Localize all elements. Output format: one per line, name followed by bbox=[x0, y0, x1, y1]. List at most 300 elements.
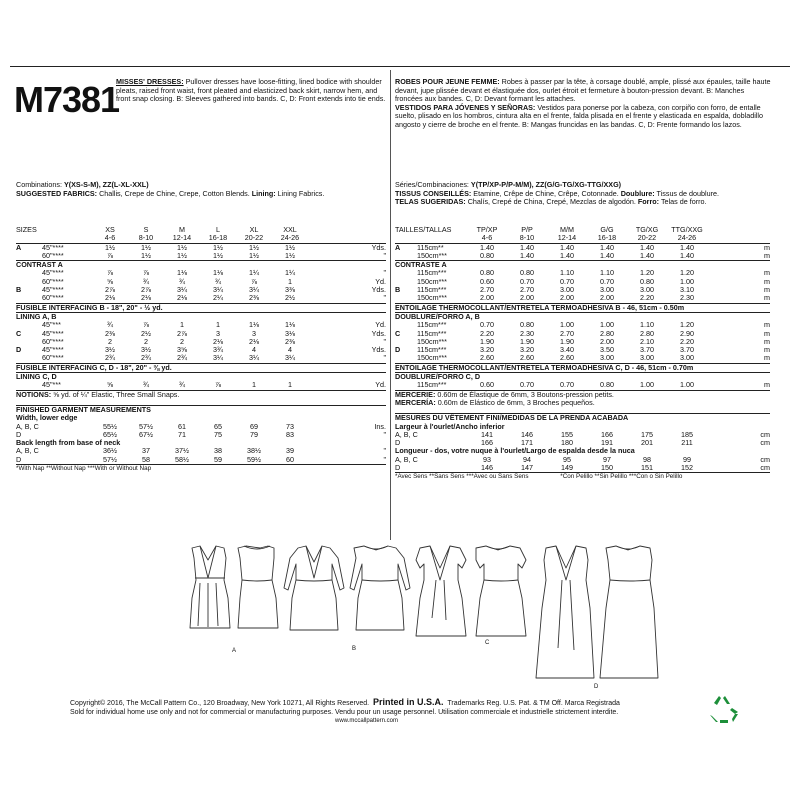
dress-d-back bbox=[600, 546, 658, 678]
section-header-row bbox=[395, 373, 770, 382]
sizes-label: SIZES bbox=[16, 226, 92, 243]
sold-text: Sold for individual home use only and not for commercial or manufacturing purposes. bbox=[70, 709, 334, 716]
sizes-label: TAILLES/TALLAS bbox=[395, 226, 467, 243]
footnote-row bbox=[16, 465, 386, 474]
dress-b-front bbox=[284, 546, 344, 630]
fr-yardage-table bbox=[395, 226, 770, 482]
yardage-row bbox=[395, 286, 770, 294]
en-desc-text: Pullover dresses have loose-fitting, lined bodice with shoulder pleats, raised front waist, front pleated and elasticized back skirt, narrow hem, and front snap closing. B: Sleeves gathered into bands. C, D: Front extends into tie ends. bbox=[116, 77, 386, 103]
measurement-unit: " bbox=[383, 429, 386, 439]
yardage-value: 1.00 bbox=[640, 380, 654, 390]
yardage-value: 4 bbox=[288, 345, 292, 355]
section-title: DOUBLURE/FORRO C, D bbox=[395, 373, 770, 382]
yardage-value: 3.00 bbox=[600, 285, 614, 295]
back-length-title-row bbox=[395, 447, 770, 455]
size-name: TP/XP bbox=[476, 225, 498, 234]
view-label: B bbox=[16, 285, 22, 295]
es-title: VESTIDOS PARA JÓVENES Y SEÑORAS: bbox=[395, 102, 536, 112]
view-label: D bbox=[395, 438, 401, 448]
footnote-cell bbox=[16, 465, 386, 474]
yardage-value: 3½ bbox=[105, 345, 115, 355]
measurement-value: 60 bbox=[286, 454, 294, 464]
yardage-value: 4 bbox=[252, 345, 256, 355]
yardage-value: 2⅜ bbox=[285, 336, 295, 346]
section-header-row bbox=[395, 261, 770, 270]
website-url: www.mccallpattern.com bbox=[335, 718, 399, 724]
measurement-value: 99 bbox=[683, 454, 691, 464]
yardage-value: 3.50 bbox=[600, 345, 614, 355]
measurement-value: 97 bbox=[603, 454, 611, 464]
measurement-value: 98 bbox=[643, 454, 651, 464]
yardage-value: 1½ bbox=[141, 250, 151, 260]
fabric-width: 115cm*** bbox=[417, 320, 447, 330]
measurement-value: 146 bbox=[521, 429, 533, 439]
yardage-value: 0.80 bbox=[520, 320, 534, 330]
section-header-row bbox=[16, 261, 386, 270]
yardage-value: 3.40 bbox=[560, 345, 574, 355]
notions-text: ⅝ yd. of ¼" Elastic, Three Small Snaps. bbox=[53, 389, 180, 399]
yardage-value: 2.30 bbox=[520, 328, 534, 338]
width-lower-edge-row bbox=[16, 423, 386, 431]
measurement-value: 57½ bbox=[103, 454, 117, 464]
yardage-row bbox=[395, 278, 770, 286]
view-label: A, B, C bbox=[395, 454, 418, 464]
yardage-value: 1.40 bbox=[600, 250, 614, 260]
yardage-row bbox=[16, 354, 386, 363]
measurement-value: 152 bbox=[681, 463, 693, 473]
yardage-value: 0.70 bbox=[520, 276, 534, 286]
size-range: 16-18 bbox=[208, 233, 228, 243]
yardage-value: 3.70 bbox=[640, 345, 654, 355]
measurement-value: 59 bbox=[214, 454, 222, 464]
fabric-width: 45"**** bbox=[42, 328, 64, 338]
yardage-value: 1.20 bbox=[640, 268, 654, 278]
yardage-value: 2⅛ bbox=[105, 293, 115, 303]
yardage-value: 1¼ bbox=[249, 268, 259, 278]
dress-a-front bbox=[190, 546, 230, 628]
yardage-value: 3¼ bbox=[213, 285, 223, 295]
fr-combinations: Séries/Combinaciones: Y(TP/XP-P/P-M/M), ZZ(G/G-TG/XG-TTG/XXG) bbox=[395, 180, 622, 189]
yardage-value: 1½ bbox=[177, 250, 187, 260]
measurement-value: 69 bbox=[250, 421, 258, 431]
yardage-unit: " bbox=[383, 336, 386, 346]
yardage-row bbox=[16, 269, 386, 277]
fr-fabrics-block bbox=[395, 181, 770, 207]
yardage-row bbox=[16, 346, 386, 354]
fr-desc-text: Robes à passer par la tête, à corsage doublé, ample, plissé aux épaules, taille haute devant, jupe plissée devant et élastiquée dos, ourlet étroit et fermeture à bouton-pression devant. B: Manches froncées aux bandes. C, D: Devant formant les attaches. bbox=[395, 77, 771, 103]
finished-title: MESURES DU VÊTEMENT FINI/MEDIDAS DE LA PRENDA ACABADA bbox=[395, 414, 770, 423]
size-name: S bbox=[143, 225, 149, 234]
yardage-value: 0.70 bbox=[480, 320, 494, 330]
garment-illustrations bbox=[170, 538, 670, 698]
measurement-value: 37½ bbox=[175, 446, 189, 456]
figure-label-b: B bbox=[352, 646, 357, 652]
yardage-row bbox=[395, 321, 770, 329]
fr-yardage-grid bbox=[395, 226, 770, 482]
yardage-value: 2½ bbox=[141, 328, 151, 338]
section-header-row bbox=[16, 363, 386, 372]
measurement-value: 61 bbox=[178, 421, 186, 431]
yardage-row bbox=[16, 243, 386, 252]
size-name: XL bbox=[249, 225, 259, 234]
measurement-value: 71 bbox=[178, 429, 186, 439]
yardage-unit: Yd. bbox=[375, 320, 386, 330]
yardage-value: 2⅜ bbox=[249, 293, 259, 303]
footer bbox=[70, 698, 730, 726]
yardage-row bbox=[16, 338, 386, 346]
mercerie-label: MERCERIE: bbox=[395, 389, 436, 399]
yardage-value: 1.40 bbox=[480, 242, 494, 252]
measurement-value: 147 bbox=[521, 463, 533, 473]
yardage-value: 3¼ bbox=[249, 353, 259, 363]
size-header bbox=[200, 226, 236, 243]
yardage-value: 1.40 bbox=[640, 250, 654, 260]
yardage-value: 1.20 bbox=[680, 320, 694, 330]
sizes-header-row bbox=[16, 226, 386, 243]
yardage-value: 3.00 bbox=[560, 285, 574, 295]
measurement-unit: " bbox=[383, 454, 386, 464]
fabric-width: 45"**** bbox=[42, 268, 64, 278]
fabric-width: 45"**** bbox=[42, 242, 64, 252]
size-header bbox=[547, 226, 587, 243]
notions-row bbox=[16, 390, 386, 399]
footnote-cell bbox=[395, 473, 770, 482]
yardage-value: 2⅞ bbox=[105, 285, 115, 295]
yardage-value: 3¼ bbox=[177, 285, 187, 295]
fabric-width: 60"**** bbox=[42, 250, 64, 260]
yardage-row bbox=[16, 330, 386, 338]
yardage-value: 1.90 bbox=[520, 336, 534, 346]
yardage-value: 2¼ bbox=[213, 293, 223, 303]
size-header bbox=[92, 226, 128, 243]
view-label bbox=[16, 294, 42, 303]
trademarks-text: Trademarks Reg. U.S. Pat. & TM Off. Marca Registrada bbox=[447, 700, 620, 707]
view-label: A bbox=[16, 242, 22, 252]
yardage-value: 0.80 bbox=[480, 268, 494, 278]
size-name: G/G bbox=[600, 225, 614, 234]
width-lower-edge-row bbox=[395, 431, 770, 439]
yardage-unit: " bbox=[383, 353, 386, 363]
measurement-value: 175 bbox=[641, 429, 653, 439]
yardage-row bbox=[395, 354, 770, 363]
yardage-value: 1 bbox=[288, 276, 292, 286]
yardage-value: 1½ bbox=[285, 250, 295, 260]
yardage-value: 1.40 bbox=[560, 250, 574, 260]
back-length-row bbox=[16, 456, 386, 465]
size-name: L bbox=[216, 225, 220, 234]
yardage-value: 2 bbox=[180, 336, 184, 346]
section-header-row bbox=[395, 312, 770, 321]
fabric-width: 45"**** bbox=[42, 285, 64, 295]
measurement-value: 39 bbox=[286, 446, 294, 456]
size-name: XS bbox=[105, 225, 115, 234]
yardage-value: 1½ bbox=[249, 250, 259, 260]
notions-cell bbox=[16, 390, 386, 399]
dress-b-back bbox=[350, 546, 410, 630]
size-name: TG/XG bbox=[635, 225, 659, 234]
dress-d-front bbox=[536, 546, 594, 678]
section-title: LINING A, B bbox=[16, 312, 386, 321]
yardage-value: 1 bbox=[180, 320, 184, 330]
fabric-width: 45"*** bbox=[42, 380, 61, 390]
size-name: M bbox=[179, 225, 185, 234]
fr-title: ROBES POUR JEUNE FEMME: bbox=[395, 77, 500, 86]
yardage-value: 2.00 bbox=[600, 336, 614, 346]
size-range: 20-22 bbox=[244, 233, 264, 243]
yardage-value: 1.40 bbox=[520, 250, 534, 260]
size-header bbox=[272, 226, 308, 243]
yardage-row bbox=[395, 294, 770, 303]
yardage-unit: " bbox=[383, 293, 386, 303]
yardage-value: 3½ bbox=[141, 345, 151, 355]
yardage-value: 3 bbox=[216, 328, 220, 338]
section-title: ENTOILAGE THERMOCOLLANT/ENTRETELA TERMOADHESIVA B - 46, 51cm - 0.50m bbox=[395, 303, 770, 312]
yardage-row bbox=[395, 252, 770, 261]
yardage-value: 0.60 bbox=[480, 276, 494, 286]
measurement-value: 37 bbox=[142, 446, 150, 456]
back-length-row bbox=[16, 447, 386, 455]
yardage-row bbox=[395, 269, 770, 277]
yardage-value: 1.00 bbox=[680, 380, 694, 390]
yardage-value: 1.20 bbox=[680, 268, 694, 278]
yardage-value: 1.00 bbox=[680, 276, 694, 286]
yardage-value: 1.40 bbox=[680, 242, 694, 252]
yardage-value: ¾ bbox=[143, 380, 149, 390]
measurement-value: 201 bbox=[641, 438, 653, 448]
yardage-value: 3⅛ bbox=[285, 328, 295, 338]
yardage-value: 3.20 bbox=[480, 345, 494, 355]
measurement-value: 95 bbox=[563, 454, 571, 464]
yardage-unit: Yd. bbox=[375, 276, 386, 286]
view-label: A bbox=[395, 242, 401, 252]
yardage-value: 1 bbox=[288, 380, 292, 390]
measurement-value: 55½ bbox=[103, 421, 117, 431]
measurement-value: 166 bbox=[481, 438, 493, 448]
en-fabrics-block bbox=[16, 181, 386, 198]
yardage-value: 2⅛ bbox=[177, 293, 187, 303]
measurement-value: 67½ bbox=[139, 429, 153, 439]
view-label bbox=[16, 269, 42, 277]
en-yardage-grid bbox=[16, 226, 386, 473]
en-description bbox=[116, 78, 386, 104]
yardage-unit: m bbox=[764, 380, 770, 390]
section-header-row bbox=[16, 303, 386, 312]
yardage-value: 2.30 bbox=[680, 293, 694, 303]
measurement-value: 59½ bbox=[247, 454, 261, 464]
section-title: CONTRAST A bbox=[16, 261, 386, 270]
finished-title: FINISHED GARMENT MEASUREMENTS bbox=[16, 405, 386, 414]
section-title: FUSIBLE INTERFACING C, D - 18", 20" - ⅜ yd. bbox=[16, 363, 386, 372]
fabric-width: 115cm*** bbox=[417, 268, 447, 278]
yardage-value: ⅞ bbox=[107, 268, 113, 278]
yardage-value: 3.00 bbox=[600, 353, 614, 363]
merceria-label: MERCERÍA: bbox=[395, 397, 436, 407]
dress-c-back bbox=[476, 546, 526, 636]
size-range: 16-18 bbox=[597, 233, 617, 243]
yardage-value: 0.80 bbox=[480, 250, 494, 260]
printed-in-usa: Printed in U.S.A. bbox=[372, 697, 444, 707]
measurement-value: 65½ bbox=[103, 429, 117, 439]
yardage-value: 3¼ bbox=[285, 353, 295, 363]
yardage-value: 1.40 bbox=[640, 242, 654, 252]
yardage-row bbox=[16, 321, 386, 329]
yardage-value: ¾ bbox=[143, 276, 149, 286]
yardage-value: 3¼ bbox=[249, 285, 259, 295]
yardage-value: 1½ bbox=[249, 242, 259, 252]
back-length-title: Back length from base of neck bbox=[16, 438, 121, 448]
yardage-row bbox=[395, 243, 770, 252]
measurement-value: 65 bbox=[214, 421, 222, 431]
fabric-width: 60"**** bbox=[42, 293, 64, 303]
notions-label: NOTIONS: bbox=[16, 389, 52, 399]
figure-label-d: D bbox=[594, 684, 599, 690]
yardage-value: 1.90 bbox=[480, 336, 494, 346]
yardage-value: 3.20 bbox=[520, 345, 534, 355]
width-lower-edge-title-row bbox=[16, 414, 386, 422]
yardage-unit: m bbox=[764, 345, 770, 355]
yardage-unit: m bbox=[764, 328, 770, 338]
pattern-number-logo: M7381 bbox=[14, 79, 120, 120]
fabric-width: 115cm** bbox=[417, 242, 444, 252]
merceria-row bbox=[395, 399, 770, 407]
fabric-width: 150cm*** bbox=[417, 276, 447, 286]
measurement-value: 171 bbox=[521, 438, 533, 448]
fr-suggested-fabrics: TISSUS CONSEILLÉS: Etamine, Crêpe de Chine, Crêpe, Cotonnade. Doublure: Tissus de doublure. bbox=[395, 188, 719, 198]
measurement-value: 211 bbox=[681, 438, 693, 448]
fabric-width: 115cm*** bbox=[417, 380, 447, 390]
size-range: 8-10 bbox=[519, 233, 535, 243]
dress-c-front bbox=[416, 546, 466, 636]
back-length-title: Longueur - dos, votre nuque à l'ourlet/Largo de espalda desde la nuca bbox=[395, 446, 635, 456]
back-length-row bbox=[395, 464, 770, 473]
size-range: 4-6 bbox=[104, 233, 116, 243]
yardage-value: ⅞ bbox=[143, 268, 149, 278]
yardage-value: ¾ bbox=[215, 276, 221, 286]
size-header bbox=[164, 226, 200, 243]
yardage-value: 1.40 bbox=[560, 242, 574, 252]
view-label bbox=[395, 354, 417, 363]
section-title: ENTOILAGE THERMOCOLLANT/ENTRETELA TERMOADHESIVA C, D - 46, 51cm - 0.70m bbox=[395, 363, 770, 372]
size-range: 24-26 bbox=[677, 233, 697, 243]
yardage-value: 1.00 bbox=[600, 320, 614, 330]
en-suggested-fabrics: SUGGESTED FABRICS: Challis, Crepe de Chine, Crepe, Cotton Blends. Lining: Lining Fabrics. bbox=[16, 188, 325, 198]
view-label: C bbox=[16, 328, 22, 338]
yardage-unit: m bbox=[764, 353, 770, 363]
yardage-value: 1½ bbox=[285, 242, 295, 252]
en-title: MISSES' DRESSES: bbox=[116, 77, 184, 86]
size-header bbox=[627, 226, 667, 243]
yardage-value: 1.40 bbox=[520, 242, 534, 252]
yardage-value: 2⅛ bbox=[213, 336, 223, 346]
measurement-value: 151 bbox=[641, 463, 653, 473]
yardage-value: 0.70 bbox=[560, 380, 574, 390]
yardage-row bbox=[16, 278, 386, 286]
yardage-value: 0.80 bbox=[600, 380, 614, 390]
yardage-value: 3.00 bbox=[640, 353, 654, 363]
en-yardage-table bbox=[16, 226, 386, 473]
fabric-width: 115cm*** bbox=[417, 328, 447, 338]
yardage-unit: m bbox=[764, 242, 770, 252]
yardage-value: 1.10 bbox=[640, 320, 654, 330]
size-name: M/M bbox=[560, 225, 574, 234]
measurement-value: 58½ bbox=[175, 454, 189, 464]
yardage-value: 1¼ bbox=[285, 268, 295, 278]
back-length-row bbox=[395, 456, 770, 464]
measurement-value: 94 bbox=[523, 454, 531, 464]
yardage-value: 2¾ bbox=[105, 353, 115, 363]
measurement-value: 36½ bbox=[103, 446, 117, 456]
yardage-value: 3⅜ bbox=[285, 285, 295, 295]
yardage-value: 1½ bbox=[141, 242, 151, 252]
measurement-unit: cm bbox=[760, 438, 770, 448]
footnote-row bbox=[395, 473, 770, 482]
view-label bbox=[395, 294, 417, 303]
yardage-value: 1⅛ bbox=[249, 320, 259, 330]
size-header bbox=[667, 226, 707, 243]
yardage-value: 0.80 bbox=[520, 268, 534, 278]
yardage-value: 2¾ bbox=[141, 353, 151, 363]
measurement-value: 83 bbox=[286, 429, 294, 439]
size-range: 4-6 bbox=[481, 233, 493, 243]
view-label: D bbox=[16, 345, 22, 355]
yardage-value: ¾ bbox=[107, 320, 113, 330]
yardage-value: 1½ bbox=[213, 250, 223, 260]
size-name: TTG/XXG bbox=[671, 225, 703, 234]
yardage-value: ⅞ bbox=[107, 250, 113, 260]
yardage-value: ⅝ bbox=[107, 276, 113, 286]
yardage-value: 1⅛ bbox=[285, 320, 295, 330]
yardage-value: 1.90 bbox=[560, 336, 574, 346]
view-label bbox=[16, 354, 42, 363]
yardage-unit: " bbox=[383, 268, 386, 278]
fabric-width: 60"**** bbox=[42, 276, 64, 286]
recycle-icon bbox=[708, 694, 742, 724]
yardage-value: 1 bbox=[252, 380, 256, 390]
yardage-row bbox=[395, 346, 770, 354]
footnote-text-es: *Con Pelillo **Sin Pelillo ***Con o Sin Pelillo bbox=[560, 473, 683, 481]
merceria-cell bbox=[395, 399, 770, 407]
size-header bbox=[507, 226, 547, 243]
fabric-width: 150cm*** bbox=[417, 293, 447, 303]
yardage-value: 2.70 bbox=[480, 285, 494, 295]
fabric-width: 45"**** bbox=[42, 345, 64, 355]
view-label: D bbox=[16, 429, 22, 439]
yardage-unit: Yds. bbox=[371, 345, 386, 355]
top-border bbox=[10, 66, 790, 67]
yardage-unit: m bbox=[764, 276, 770, 286]
yardage-value: 2⅛ bbox=[141, 293, 151, 303]
measurement-value: 150 bbox=[601, 463, 613, 473]
size-header bbox=[587, 226, 627, 243]
measurement-unit: Ins. bbox=[374, 421, 386, 431]
measurement-value: 149 bbox=[561, 463, 573, 473]
yardage-value: 3⅝ bbox=[177, 345, 187, 355]
view-label: A, B, C bbox=[16, 421, 39, 431]
section-title: CONTRASTE A bbox=[395, 261, 770, 270]
section-title: LINING C, D bbox=[16, 373, 386, 382]
sold-text-fr: Vendu pour un usage personnel. Utilisation commerciale et industrielle strictement interdite. bbox=[334, 709, 619, 716]
yardage-unit: m bbox=[764, 250, 770, 260]
view-label: C bbox=[395, 328, 401, 338]
yardage-value: 2.60 bbox=[560, 353, 574, 363]
measurement-value: 185 bbox=[681, 429, 693, 439]
yardage-value: 2.70 bbox=[520, 285, 534, 295]
en-combinations: Combinations: Y(XS-S-M), ZZ(L-XL-XXL) bbox=[16, 180, 149, 189]
section-header-row bbox=[16, 312, 386, 321]
yardage-value: 2.20 bbox=[680, 336, 694, 346]
measurement-unit: cm bbox=[760, 454, 770, 464]
yardage-value: 2 bbox=[108, 336, 112, 346]
